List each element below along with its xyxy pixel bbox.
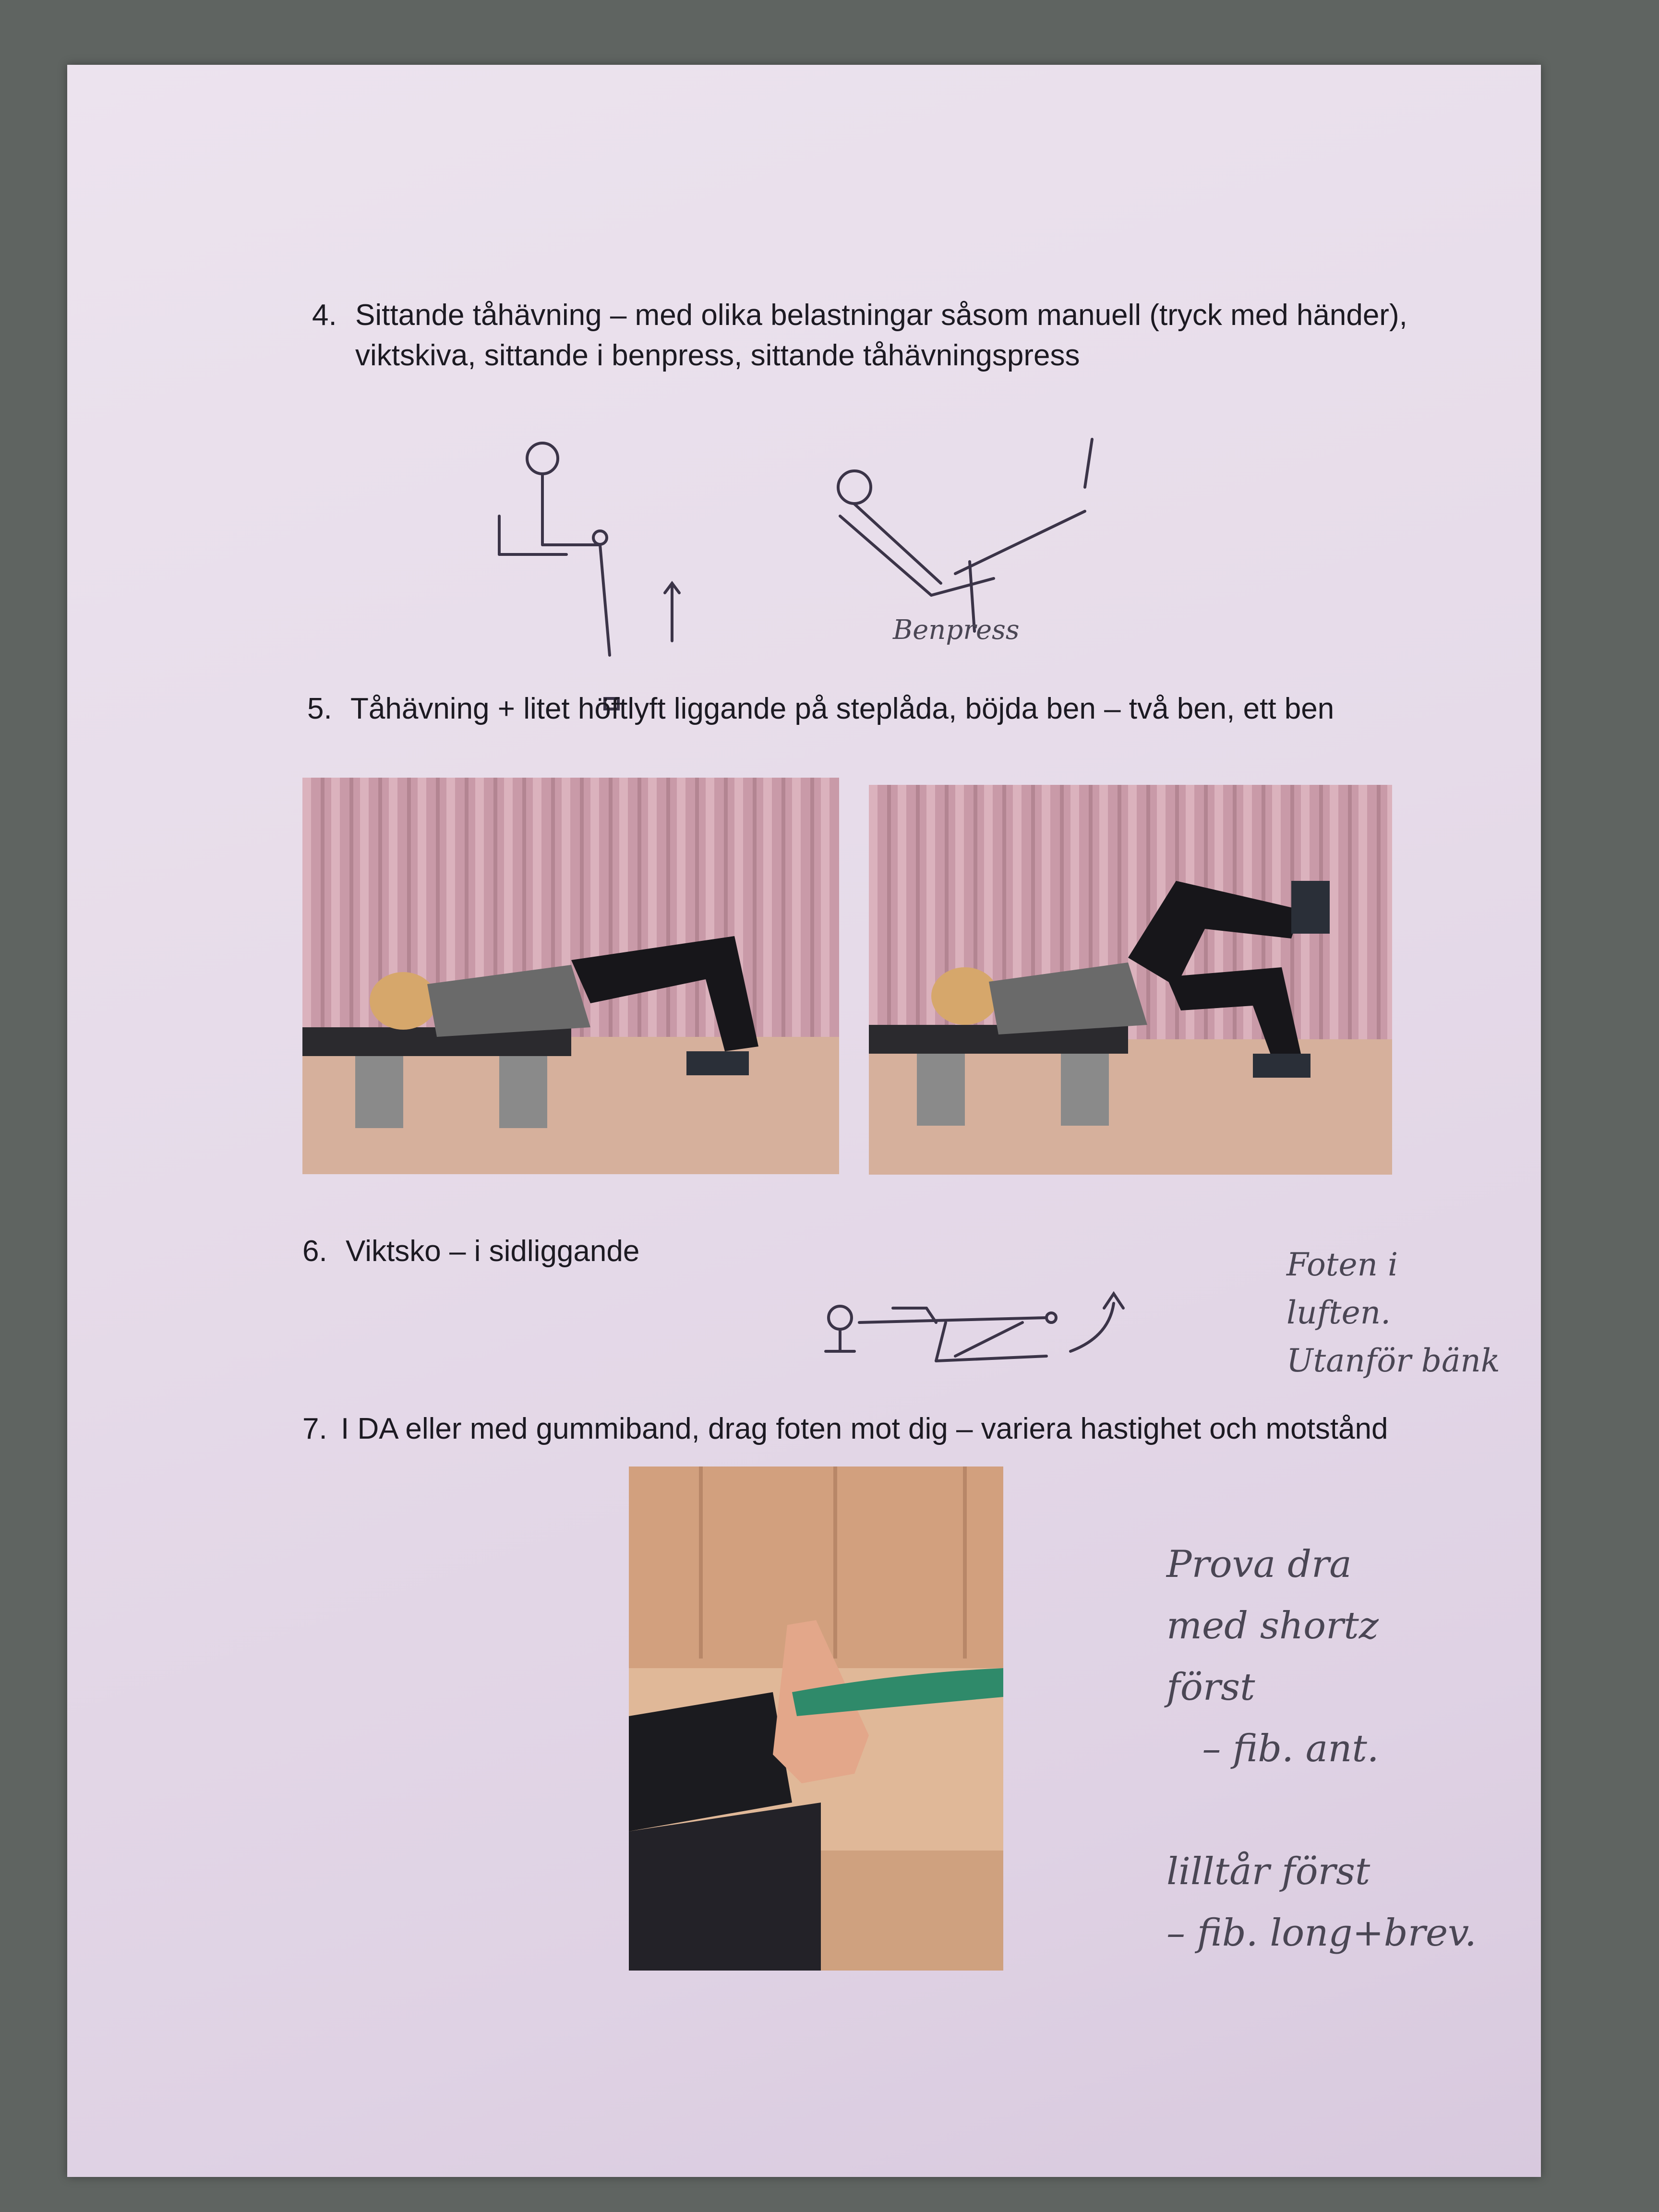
handwritten-note-foot: Foten i luften. Utanför bänk <box>1286 1246 1500 1379</box>
item-text: Viktsko – i sidliggande <box>346 1235 640 1268</box>
item-number: 6. <box>302 1235 327 1268</box>
photo-hip-lift-two-legs <box>302 778 839 1174</box>
seated-calf-raise-sketch <box>490 439 691 718</box>
sketch-head <box>829 1306 852 1329</box>
item-text: Tåhävning + litet höftlyft liggande på steplåda, böjda ben – två ben, ett ben <box>350 692 1334 725</box>
item-number: 7. <box>302 1412 327 1445</box>
document-page <box>67 65 1541 2177</box>
benpress-label: Benpress <box>893 614 1020 646</box>
item-number: 4. <box>312 299 337 332</box>
photo-band-exercise <box>629 1467 1003 1971</box>
side-lying-sketch <box>821 1274 1157 1380</box>
item-text: Sittande tåhävning – med olika belastningar såsom manuell (tryck med händer), viktskiva, sittande i benpress, sittande tåhävningspress <box>355 299 1407 372</box>
sketch-head <box>527 443 558 474</box>
item-number: 5. <box>307 692 332 725</box>
photo-hip-lift-one-leg <box>869 785 1392 1175</box>
handwritten-note-prova: Prova dra med shortz först – fib. ant. lilltår först – fib. long+brev. <box>1166 1543 1477 1955</box>
item-text: I DA eller med gummiband, drag foten mot dig – variera hastighet och motstånd <box>341 1412 1388 1445</box>
sketch-head <box>838 471 871 504</box>
